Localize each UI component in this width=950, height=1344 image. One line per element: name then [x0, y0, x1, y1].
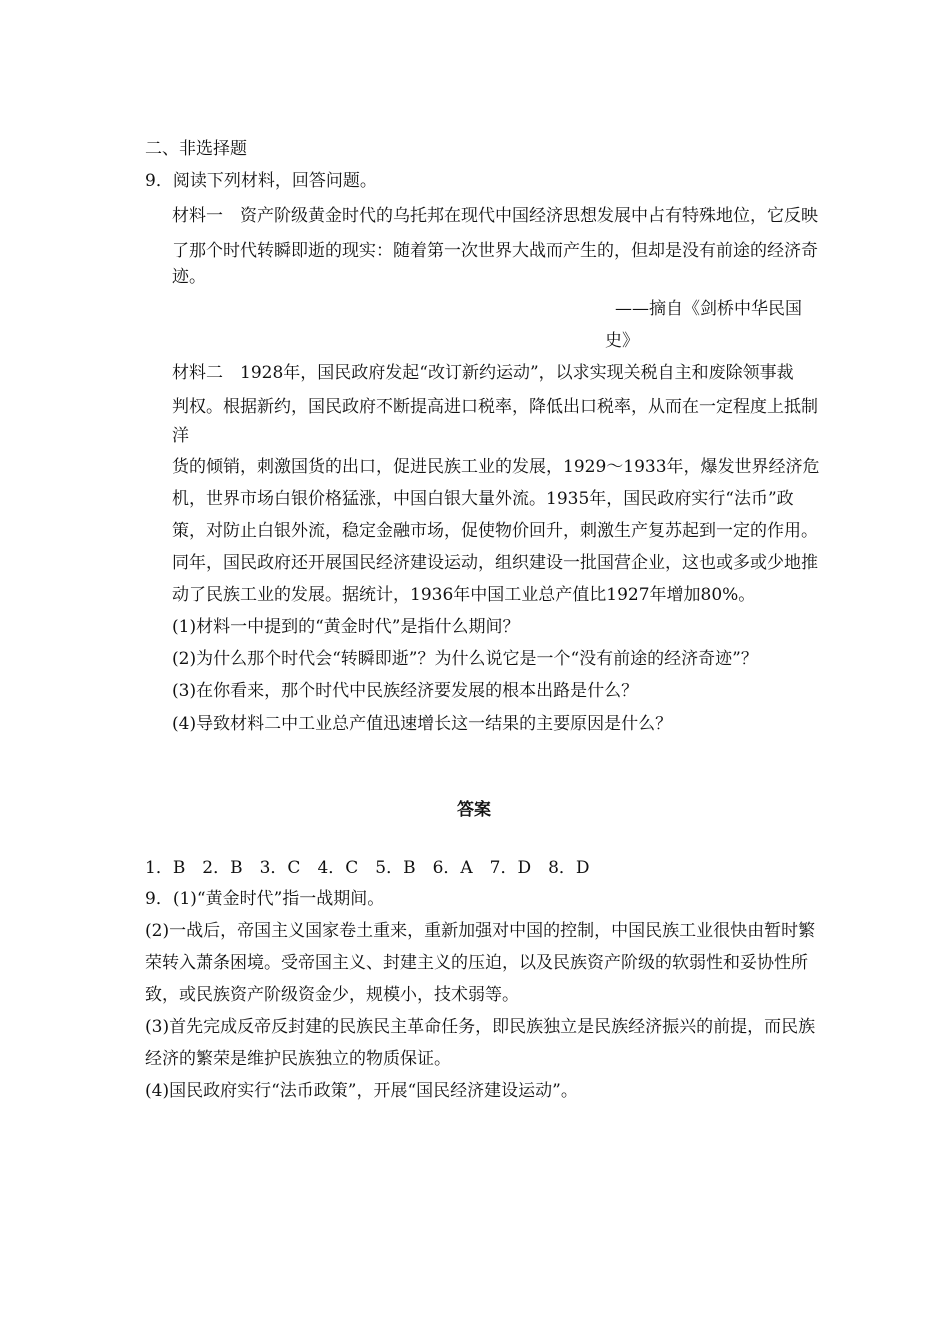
sub-question: (2)为什么那个时代会“转瞬即逝”？为什么说它是一个“没有前途的经济奇迹”？ [172, 649, 758, 669]
question-stem: 9．阅读下列材料，回答问题。 [145, 171, 377, 191]
material2-line: 策，对防止白银外流，稳定金融市场，促使物价回升，刺激生产复苏起到一定的作用。 [172, 521, 818, 541]
material1-line: 迹。 [172, 267, 206, 287]
material1-source: ——摘自《剑桥中华民国 [615, 299, 802, 319]
material1-line: 材料一 资产阶级黄金时代的乌托邦在现代中国经济思想发展中占有特殊地位，它反映 [172, 206, 818, 226]
answer-line: (4)国民政府实行“法币政策”，开展“国民经济建设运动”。 [145, 1081, 578, 1101]
sub-question: (3)在你看来，那个时代中民族经济要发展的根本出路是什么？ [172, 681, 639, 701]
sub-question: (1)材料一中提到的“黄金时代”是指什么期间？ [172, 617, 520, 637]
answer-line: (2)一战后，帝国主义国家卷土重来，重新加强对中国的控制，中国民族工业很快由暂时繁 [145, 921, 816, 941]
answer-line: 致，或民族资产阶级资金少，规模小，技术弱等。 [145, 985, 519, 1005]
answer-line: 9．(1)“黄金时代”指一战期间。 [145, 889, 385, 909]
answer-choices: 1．B 2．B 3．C 4．C 5．B 6．A 7．D 8．D [145, 858, 590, 878]
material2-line: 动了民族工业的发展。据统计，1936年中国工业总产值比1927年增加80%。 [172, 585, 756, 605]
sub-question: (4)导致材料二中工业总产值迅速增长这一结果的主要原因是什么？ [172, 714, 673, 734]
material2-line: 货的倾销，刺激国货的出口，促进民族工业的发展，1929～1933年，爆发世界经济危 [172, 457, 820, 477]
material2-line: 机，世界市场白银价格猛涨，中国白银大量外流。1935年，国民政府实行“法币”政 [172, 489, 794, 509]
material1-line: 了那个时代转瞬即逝的现实：随着第一次世界大战而产生的，但却是没有前途的经济奇 [172, 241, 818, 261]
material1-source: 史》 [605, 331, 639, 351]
material2-line: 判权。根据新约，国民政府不断提高进口税率，降低出口税率，从而在一定程度上抵制 [172, 397, 818, 417]
answer-line: 荣转入萧条困境。受帝国主义、封建主义的压迫，以及民族资产阶级的软弱性和妥协性所 [145, 953, 808, 973]
material2-line: 材料二 1928年，国民政府发起“改订新约运动”，以求实现关税自主和废除领事裁 [172, 363, 794, 383]
material2-line: 洋 [172, 426, 189, 446]
answer-heading: 答案 [457, 800, 491, 820]
answer-line: 经济的繁荣是维护民族独立的物质保证。 [145, 1049, 451, 1069]
answer-line: (3)首先完成反帝反封建的民族民主革命任务，即民族独立是民族经济振兴的前提，而民族 [145, 1017, 816, 1037]
material2-line: 同年，国民政府还开展国民经济建设运动，组织建设一批国营企业，这也或多或少地推 [172, 553, 818, 573]
section-title: 二、非选择题 [145, 139, 247, 159]
